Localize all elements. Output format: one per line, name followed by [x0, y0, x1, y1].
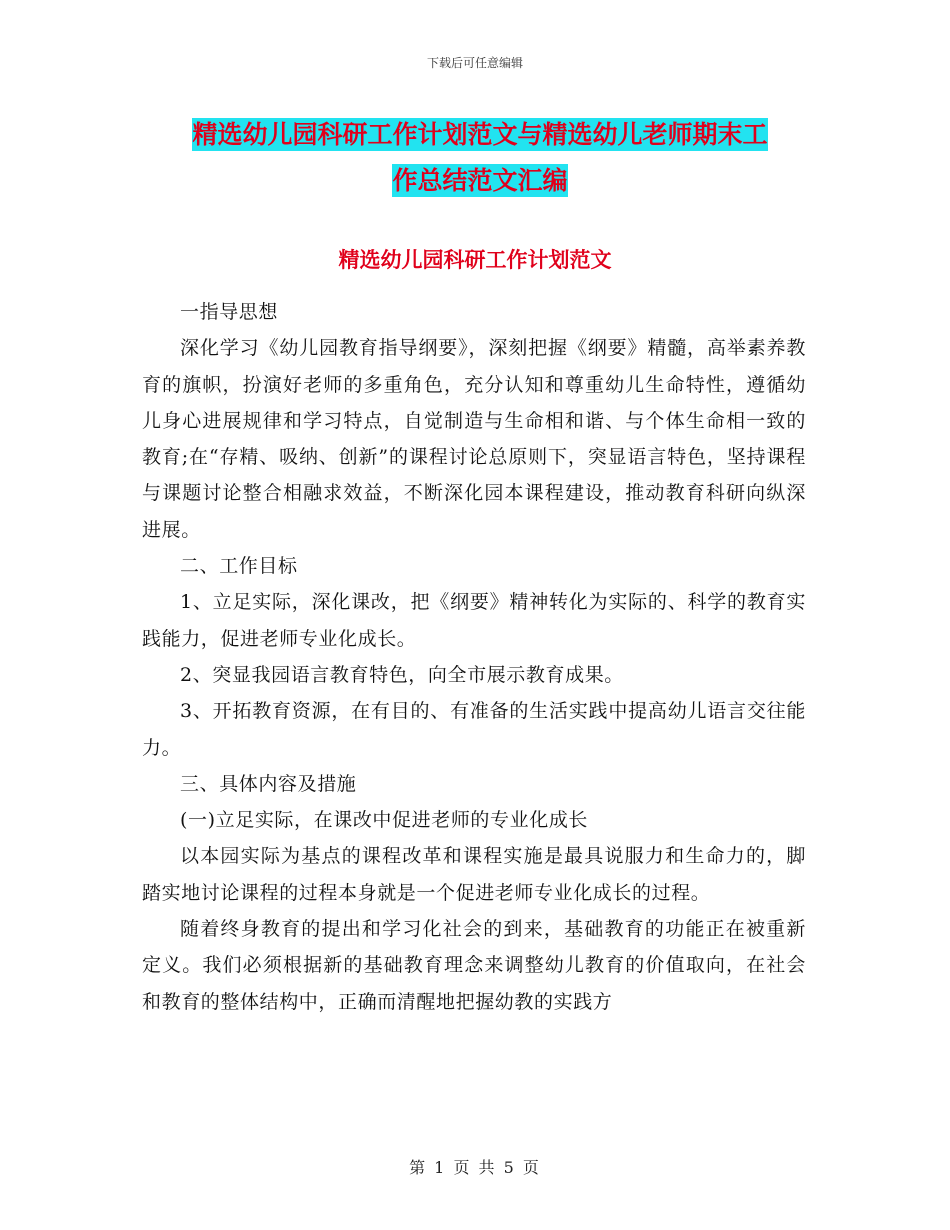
document-title-line-1: 精选幼儿园科研工作计划范文与精选幼儿老师期末工 — [192, 120, 768, 149]
page-footer: 第 1 页 共 5 页 — [409, 1158, 541, 1177]
goal-item-1: 1、立足实际，深化课改，把《纲要》精神转化为实际的、科学的教育实践能力，促进老师专业化成长。 — [142, 591, 806, 650]
document-title-line-2: 作总结范文汇编 — [392, 166, 568, 195]
heading-work-goals: 二、工作目标 — [180, 555, 298, 578]
section-title: 精选幼儿园科研工作计划范文 — [338, 247, 612, 272]
goal-item-2: 2、突显我园语言教育特色，向全市展示教育成果。 — [180, 663, 624, 686]
body-text — [142, 294, 806, 1020]
header-note: 下载后可任意编辑 — [426, 56, 523, 70]
document-title — [140, 112, 820, 204]
paragraph-measure-1a: 以本园实际为基点的课程改革和课程实施是最具说服力和生命力的，脚踏实地讨论课程的过程本身就是一个促进老师专业化成长的过程。 — [142, 845, 806, 904]
subheading-measure-1: (一)立足实际，在课改中促进老师的专业化成长 — [180, 809, 589, 832]
heading-guiding-ideology: 一指导思想 — [180, 301, 279, 323]
paragraph-guiding-ideology: 深化学习《幼儿园教育指导纲要》，深刻把握《纲要》精髓，高举素养教育的旗帜，扮演好老师的多重角色，充分认知和尊重幼儿生命特性，遵循幼儿身心进展规律和学习特点，自觉制造与生命相和谐、与个体生命相一致的教育;在“存精、吸纳、创新”的课程讨论总原则下，突显语言特色，坚持课程与课题讨论整合相融求效益，不断深化园本课程建设，推动教育科研向纵深进展。 — [142, 337, 806, 541]
heading-content-measures: 三、具体内容及措施 — [180, 772, 357, 795]
paragraph-measure-1b: 随着终身教育的提出和学习化社会的到来，基础教育的功能正在被重新定义。我们必须根据新的基础教育理念来调整幼儿教育的价值取向，在社会和教育的整体结构中，正确而清醒地把握幼教的实践方 — [142, 918, 806, 1013]
goal-item-3: 3、开拓教育资源，在有目的、有准备的生活实践中提高幼儿语言交往能力。 — [142, 700, 806, 759]
